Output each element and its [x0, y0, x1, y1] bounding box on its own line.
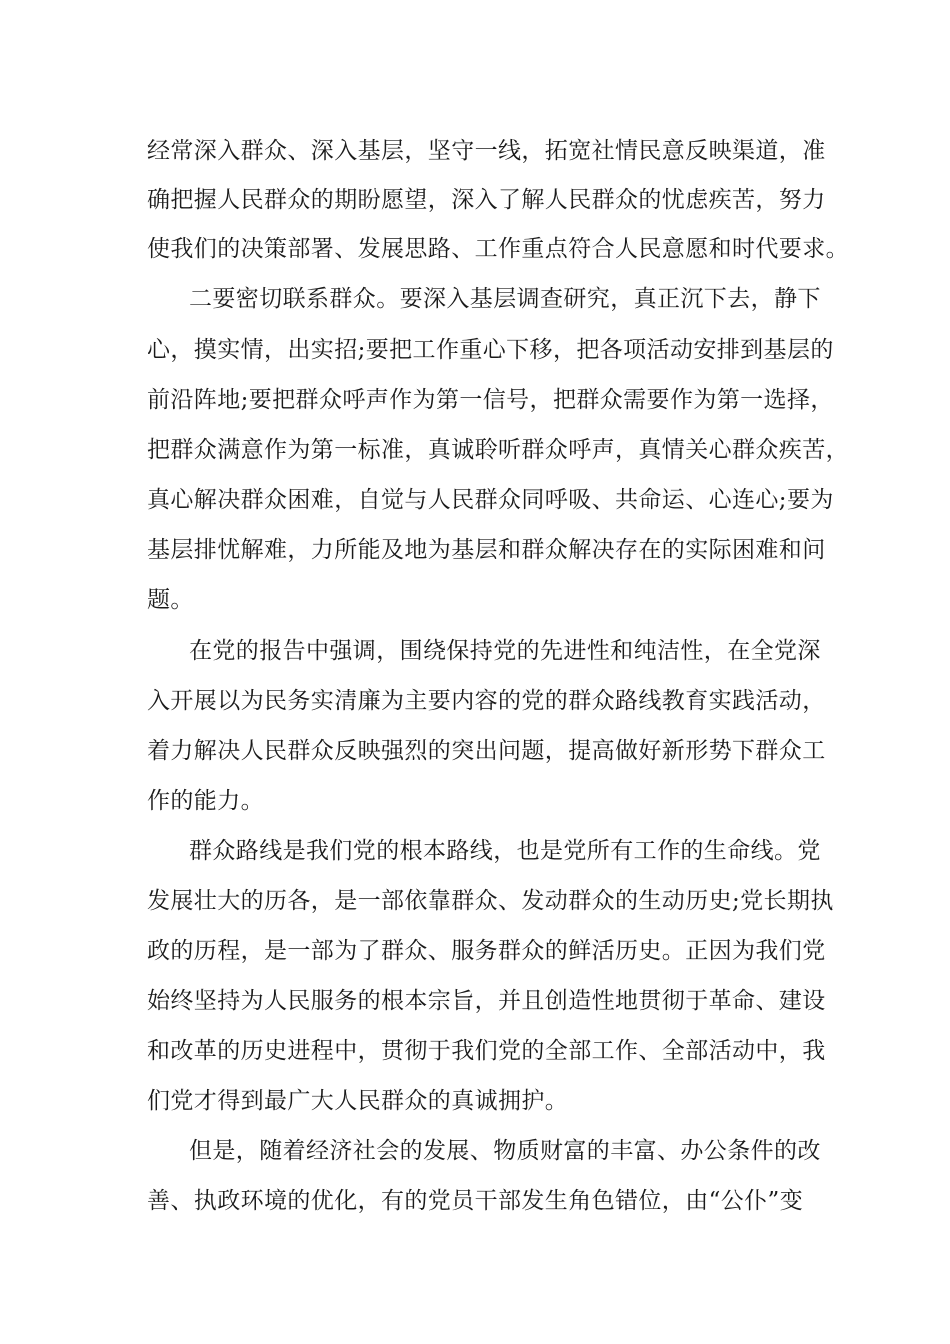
- paragraph-2-line-4: 把群众满意作为第一标准，真诚聆听群众呼声，真情关心群众疾苦，: [147, 437, 849, 463]
- paragraph-5-line-1: 但是，随着经济社会的发展、物质财富的丰富、办公条件的改: [189, 1138, 821, 1164]
- paragraph-2-line-7: 题。: [147, 587, 194, 613]
- paragraph-1-line-2: 确把握人民群众的期盼愿望，深入了解人民群众的忧虑疾苦，努力: [147, 187, 826, 213]
- paragraph-4-line-5: 和改革的历史进程中，贯彻于我们党的全部工作、全部活动中，我: [147, 1038, 826, 1064]
- paragraph-1-line-3: 使我们的决策部署、发展思路、工作重点符合人民意愿和时代要求。: [147, 236, 849, 262]
- paragraph-2-line-2: 心，摸实情，出实招;要把工作重心下移，把各项活动安排到基层的: [147, 337, 834, 363]
- paragraph-3-line-1: 在党的报告中强调，围绕保持党的先进性和纯洁性，在全党深: [189, 638, 821, 664]
- paragraph-4-line-4: 始终坚持为人民服务的根本宗旨，并且创造性地贯彻于革命、建设: [147, 988, 826, 1014]
- paragraph-3-line-3: 着力解决人民群众反映强烈的突出问题，提高做好新形势下群众工: [147, 738, 826, 764]
- paragraph-2-line-3: 前沿阵地;要把群众呼声作为第一信号，把群众需要作为第一选择，: [147, 387, 834, 413]
- paragraph-3-line-2: 入开展以为民务实清廉为主要内容的党的群众路线教育实践活动，: [147, 688, 826, 714]
- paragraph-4-line-6: 们党才得到最广大人民群众的真诚拥护。: [147, 1088, 569, 1114]
- paragraph-4-line-1: 群众路线是我们党的根本路线，也是党所有工作的生命线。党: [189, 838, 821, 864]
- paragraph-2-line-1: 二要密切联系群众。要深入基层调查研究，真正沉下去，静下: [189, 286, 821, 312]
- paragraph-1-line-1: 经常深入群众、深入基层，坚守一线，拓宽社情民意反映渠道，准: [147, 138, 826, 164]
- paragraph-4-line-2: 发展壮大的历各，是一部依靠群众、发动群众的生动历史;党长期执: [147, 888, 834, 914]
- paragraph-2-line-6: 基层排忧解难，力所能及地为基层和群众解决存在的实际困难和问: [147, 537, 826, 563]
- paragraph-2-line-5: 真心解决群众困难，自觉与人民群众同呼吸、共命运、心连心;要为: [147, 487, 834, 513]
- paragraph-5-line-2: 善、执政环境的优化，有的党员干部发生角色错位，由“公仆”变: [147, 1188, 804, 1214]
- paragraph-3-line-4: 作的能力。: [147, 788, 264, 814]
- paragraph-4-line-3: 政的历程，是一部为了群众、服务群众的鲜活历史。正因为我们党: [147, 938, 826, 964]
